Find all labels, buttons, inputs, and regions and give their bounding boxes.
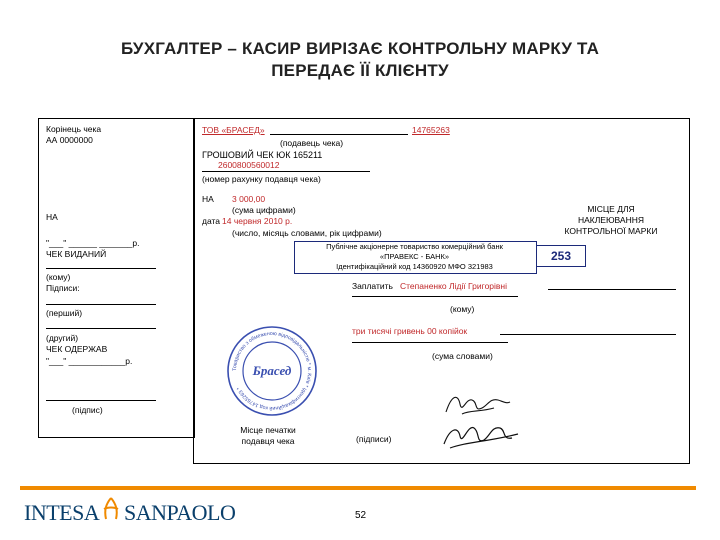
control-mark-label-1: МІСЦЕ ДЛЯ: [587, 204, 635, 214]
payer-code: 14765263: [412, 125, 450, 135]
stub-signatures: Підписи:: [46, 283, 80, 293]
stub-issued: ЧЕК ВИДАНИЙ: [46, 249, 107, 259]
title-line-1: БУХГАЛТЕР – КАСИР ВИРІЗАЄ КОНТРОЛЬНУ МАРКУ ТА: [120, 39, 600, 58]
bank-details: [294, 242, 535, 272]
amount-words-line-1: [500, 334, 676, 335]
signature-1: [440, 388, 512, 420]
footer-orange-rule: [20, 486, 696, 490]
company-stamp: [226, 325, 318, 417]
stub-date-line-2: "___" ____________р.: [46, 356, 133, 366]
bank-line-2: «ПРАВЕКС - БАНК»: [379, 252, 450, 261]
stub-first-line: [46, 304, 156, 305]
control-number: 253: [536, 245, 586, 267]
amount-na-label: НА: [202, 194, 214, 204]
payer-line: [270, 134, 408, 135]
signatures-caption: (підписи): [356, 434, 392, 444]
page-number: 52: [355, 510, 367, 521]
account-line: [202, 171, 370, 172]
date-caption: (число, місяць словами, рік цифрами): [232, 228, 382, 238]
control-mark-label-2: НАКЛЕЮВАННЯ: [577, 215, 645, 225]
title-line-2: ПЕРЕДАЄ ЇЇ КЛІЄНТУ: [271, 61, 449, 80]
control-mark-label: [536, 204, 686, 237]
amount-caption: (сума цифрами): [232, 205, 296, 215]
cheque-title: ГРОШОВИЙ ЧЕК ЮК 165211: [202, 150, 323, 160]
stub-number: АА 0000000: [46, 135, 93, 145]
bank-line-3: Ідентифікаційний код 14360920 МФО 321983: [336, 262, 493, 271]
stamp-ring-text: Товариство з обмеженою відповідальністю * м. Київ * ідентифікаційний код 14765263 *: [231, 330, 313, 412]
account-number: 2600800560012: [218, 160, 280, 170]
stub-issued-line: [46, 268, 156, 269]
amount-words-caption: (сума словами): [432, 351, 493, 361]
stub-label: Корінець чека: [46, 124, 102, 134]
control-mark-label-3: КОНТРОЛЬНОЇ МАРКИ: [564, 226, 658, 236]
payee-name: Степаненко Лідії Григорівні: [400, 281, 508, 291]
payee-caption: (кому): [450, 304, 475, 314]
payee-line-1: [548, 289, 676, 290]
stamp-center-text: Брасед: [252, 363, 292, 378]
payee-line-2: [352, 296, 518, 297]
stamp-place-caption: [226, 425, 310, 447]
stub-signature: (підпис): [72, 405, 103, 415]
logo-emblem-icon: [100, 497, 122, 521]
stamp-place-2: подавця чека: [241, 436, 295, 446]
payer-caption: (подавець чека): [280, 138, 344, 148]
stub-first: (перший): [46, 308, 83, 318]
stamp-place-1: Місце печатки: [240, 425, 296, 435]
stub-second-line: [46, 328, 156, 329]
page-title: [0, 38, 720, 82]
logo-intesa: INTESA: [24, 500, 100, 525]
account-caption: (номер рахунку подавця чека): [202, 174, 321, 184]
amount-words: три тисячі гривень 00 копійок: [352, 326, 468, 336]
bank-line-1: Публічне акціонерне товариство комерційний банк: [326, 242, 503, 251]
amount-digits: 3 000,00: [232, 194, 266, 204]
stub-na: НА: [46, 212, 58, 222]
logo-sanpaolo: SANPAOLO: [124, 500, 236, 525]
stub-second: (другий): [46, 333, 79, 343]
date-value: 14 червня 2010 р.: [222, 216, 293, 226]
stub-received: ЧЕК ОДЕРЖАВ: [46, 344, 108, 354]
stub-to-whom: (кому): [46, 272, 71, 282]
stub-date-line: "___" ______ _______р.: [46, 238, 140, 248]
signature-2: [440, 418, 522, 454]
date-label: дата: [202, 216, 221, 226]
stub-signature-line: [46, 400, 156, 401]
pay-label: Заплатить: [352, 281, 393, 291]
payer-name: ТОВ «БРАСЕД»: [202, 125, 265, 135]
amount-words-line-2: [352, 342, 508, 343]
